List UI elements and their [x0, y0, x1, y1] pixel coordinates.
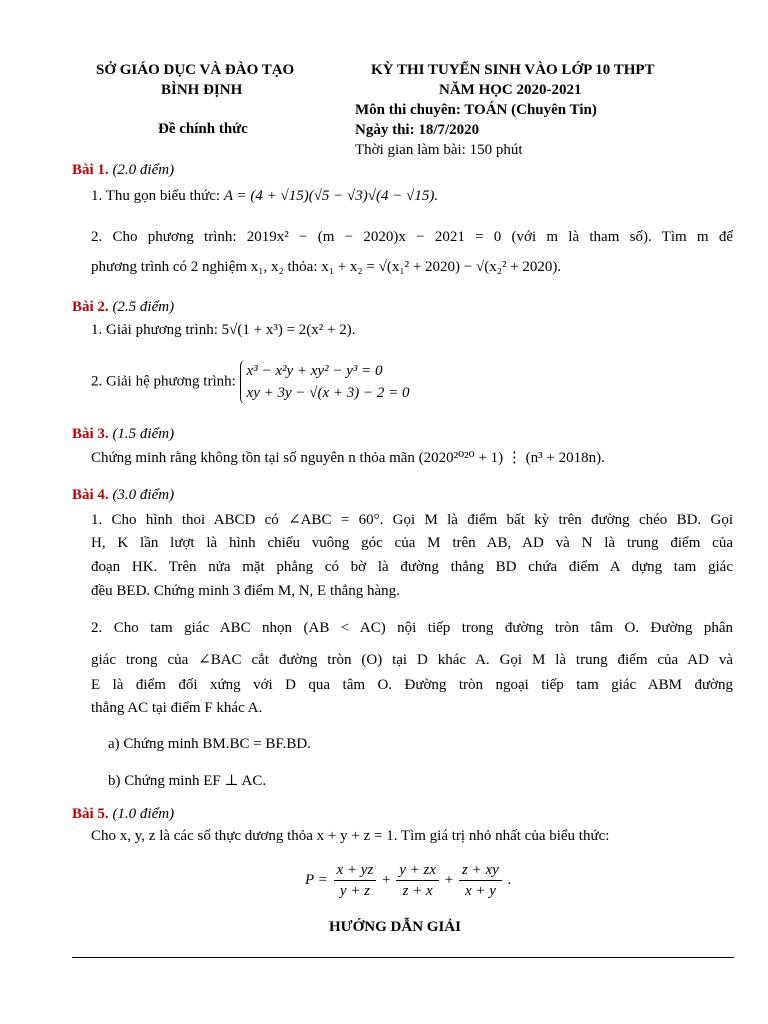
bai2-heading [72, 299, 174, 316]
bai3-title: Bài 3. [72, 426, 109, 442]
bai2-title: Bài 2. [72, 299, 109, 315]
fraction-2-denominator: z + x [402, 883, 433, 899]
bai4-heading [72, 487, 174, 504]
bai1-heading [72, 162, 174, 179]
bai3-text: Chứng minh rằng không tồn tại số nguyên n thỏa mãn (2020²⁰²⁰ + 1) ⋮ (n³ + 2018n). [91, 450, 605, 466]
bai1-q1-expression: A = (4 + √15)(√5 − √3)√(4 − √15). [223, 188, 439, 204]
solution-heading: HƯỚNG DẪN GIẢI [329, 919, 461, 935]
bai4-part-a: a) Chứng minh BM.BC = BF.BD. [108, 736, 311, 752]
bai5-title: Bài 5. [72, 806, 109, 822]
P-label: P = [305, 872, 328, 888]
bai5-text: Cho x, y, z là các số thực dương thỏa x + y + z = 1. Tìm giá trị nhỏ nhất của biểu thức: [91, 828, 610, 844]
horizontal-rule [72, 957, 734, 958]
bai4-q1-line-3: đoạn HK. Trên nửa mặt phẳng có bờ là đường thẳng BD chứa điểm A dựng tam giác [91, 559, 733, 575]
bai4-q2-line-4: thẳng AC tại điểm F khác A. [91, 700, 263, 716]
bai4-q2-line-3: E là điểm đối xứng với D qua tâm O. Đường tròn ngoại tiếp tam giác ABM đường [91, 677, 733, 693]
exam-date: Ngày thi: 18/7/2020 [355, 122, 480, 138]
bai4-q1-line-1: 1. Cho hình thoi ABCD có ∠ABC = 60°. Gọi M là điểm bất kỳ trên đường chéo BD. Gọi [91, 512, 733, 528]
exam-title-line-2: NĂM HỌC 2020-2021 [439, 82, 582, 98]
fraction-1-numerator: x + yz [334, 860, 377, 881]
bai4-q1-line-2: H, K lần lượt là hình chiếu vuông góc của M trên AB, AD và N là trung điểm của [91, 535, 733, 551]
plus-sign-2: + [444, 872, 454, 888]
bai3-points: (1.5 điểm) [112, 426, 175, 442]
bai2-q2 [91, 360, 410, 404]
bai1-q1 [91, 188, 438, 205]
bai2-q2-text: 2. Giải hệ phương trình: [91, 373, 236, 390]
period: . [507, 872, 512, 888]
bai1-q2-line-2: phương trình có 2 nghiệm x₁, x₂ thỏa: x₁ + x₂ = √(x₁² + 2020) − √(x₂² + 2020). [91, 259, 562, 275]
bai4-q2-line-2: giác trong của ∠BAC cắt đường tròn (O) tại D khác A. Gọi M là trung điểm của AD và [91, 652, 733, 668]
bai1-q1-text: 1. Thu gọn biểu thức: [91, 188, 221, 204]
bai4-points: (3.0 điểm) [112, 487, 175, 503]
bai1-q2-line-1: 2. Cho phương trình: 2019x² − (m − 2020)x − 2021 = 0 (với m là tham số). Tìm m để [91, 229, 733, 245]
fraction-2-numerator: y + zx [396, 860, 439, 881]
fraction-3 [459, 860, 502, 901]
bai1-title: Bài 1. [72, 162, 109, 178]
expression-P [305, 860, 511, 901]
equation-system [240, 360, 410, 404]
department-line-1: SỞ GIÁO DỤC VÀ ĐÀO TẠO [96, 62, 295, 78]
bai4-q1-line-4: đều BED. Chứng minh 3 điểm M, N, E thẳng hàng. [91, 583, 400, 599]
bai4-title: Bài 4. [72, 487, 109, 503]
system-equation-1: x³ − x²y + xy² − y³ = 0 [246, 363, 383, 379]
bai3-heading [72, 426, 174, 443]
exam-title-line-1: KỲ THI TUYỂN SINH VÀO LỚP 10 THPT [371, 62, 655, 78]
official-label: Đề chính thức [158, 121, 248, 137]
bai2-points: (2.5 điểm) [112, 299, 175, 315]
department-line-2: BÌNH ĐỊNH [161, 82, 243, 98]
fraction-1 [334, 860, 377, 901]
fraction-2 [396, 860, 439, 901]
system-equation-2: xy + 3y − √(x + 3) − 2 = 0 [246, 385, 410, 401]
exam-duration: Thời gian làm bài: 150 phút [355, 142, 523, 158]
fraction-3-denominator: x + y [464, 883, 496, 899]
bai5-heading [72, 806, 174, 823]
fraction-3-numerator: z + xy [459, 860, 502, 881]
bai5-points: (1.0 điểm) [112, 806, 175, 822]
exam-subject: Môn thi chuyên: TOÁN (Chuyên Tin) [355, 102, 597, 118]
bai1-points: (2.0 điểm) [112, 162, 175, 178]
bai2-q1: 1. Giải phương trình: 5√(1 + x³) = 2(x² + 2). [91, 322, 356, 338]
plus-sign-1: + [382, 872, 391, 888]
bai4-part-b: b) Chứng minh EF ⊥ AC. [108, 773, 267, 789]
fraction-1-denominator: y + z [339, 883, 370, 899]
bai4-q2-line-1: 2. Cho tam giác ABC nhọn (AB < AC) nội tiếp trong đường tròn tâm O. Đường phân [91, 620, 733, 636]
